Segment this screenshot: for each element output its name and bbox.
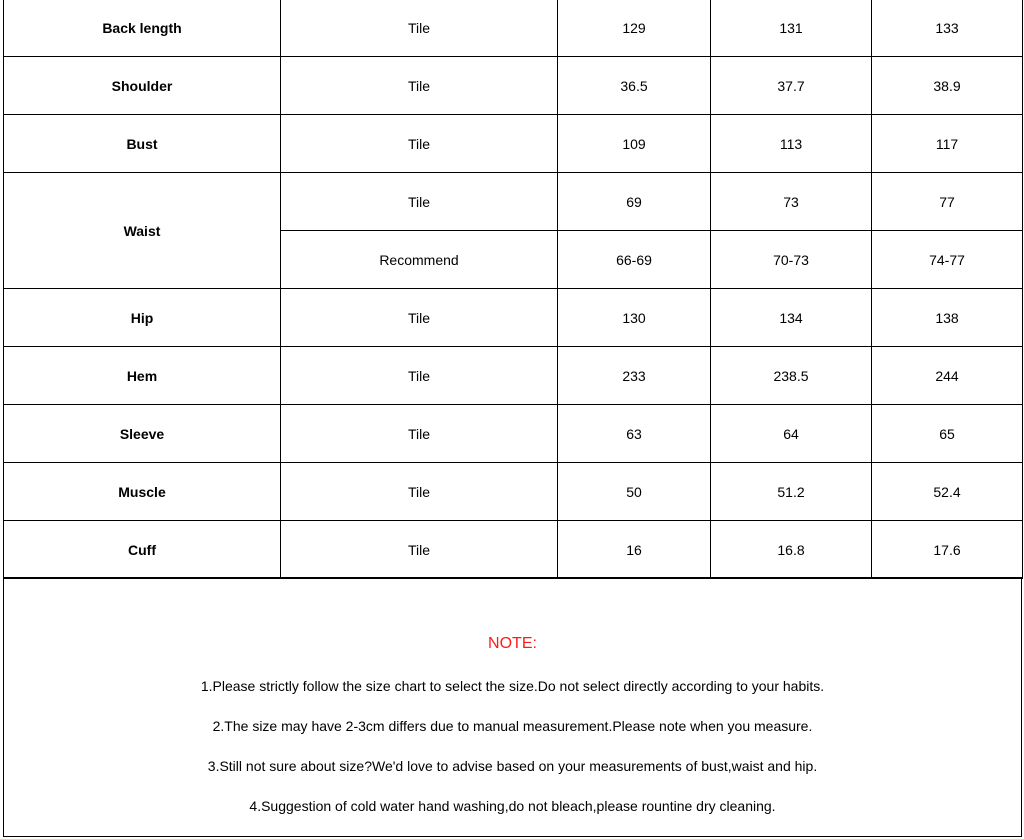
table-cell: 66-69 bbox=[558, 231, 711, 289]
table-row bbox=[4, 289, 1023, 347]
measure-method: Tile bbox=[281, 115, 558, 173]
measure-method: Tile bbox=[281, 289, 558, 347]
measure-method: Tile bbox=[281, 0, 558, 57]
table-cell: 51.2 bbox=[711, 463, 872, 521]
table-cell: 134 bbox=[711, 289, 872, 347]
table-cell: 238.5 bbox=[711, 347, 872, 405]
measure-method: Tile bbox=[281, 521, 558, 579]
row-label: Cuff bbox=[4, 521, 281, 579]
row-label: Waist bbox=[4, 173, 281, 289]
note-line: 2.The size may have 2-3cm differs due to manual measurement.Please note when you measure. bbox=[212, 718, 813, 734]
measure-method: Tile bbox=[281, 57, 558, 115]
table-row bbox=[4, 347, 1023, 405]
table-cell: 73 bbox=[711, 173, 872, 231]
row-label: Bust bbox=[4, 115, 281, 173]
table-cell: 77 bbox=[872, 173, 1023, 231]
row-label: Back length bbox=[4, 0, 281, 57]
note-title: NOTE: bbox=[488, 635, 537, 652]
table-cell: 50 bbox=[558, 463, 711, 521]
table-row bbox=[4, 0, 1023, 57]
table-row bbox=[4, 463, 1023, 521]
measure-method: Tile bbox=[281, 463, 558, 521]
row-label: Sleeve bbox=[4, 405, 281, 463]
row-label: Muscle bbox=[4, 463, 281, 521]
table-cell: 17.6 bbox=[872, 521, 1023, 579]
table-row bbox=[4, 521, 1023, 579]
note-line: 3.Still not sure about size?We'd love to advise based on your measurements of bust,waist and hip. bbox=[207, 758, 818, 774]
table-cell: 38.9 bbox=[872, 57, 1023, 115]
table-cell: 63 bbox=[558, 405, 711, 463]
table-cell: 16.8 bbox=[711, 521, 872, 579]
measure-method: Tile bbox=[281, 173, 558, 231]
table-cell: 109 bbox=[558, 115, 711, 173]
notes-box bbox=[3, 577, 1022, 837]
table-cell: 138 bbox=[872, 289, 1023, 347]
table-cell: 113 bbox=[711, 115, 872, 173]
table-cell: 70-73 bbox=[711, 231, 872, 289]
measure-method: Tile bbox=[281, 405, 558, 463]
table-row bbox=[4, 115, 1023, 173]
table-row bbox=[4, 173, 1023, 231]
table-cell: 117 bbox=[872, 115, 1023, 173]
measure-method: Recommend bbox=[281, 231, 558, 289]
table-row bbox=[4, 405, 1023, 463]
table-cell: 129 bbox=[558, 0, 711, 57]
row-label: Shoulder bbox=[4, 57, 281, 115]
table-cell: 36.5 bbox=[558, 57, 711, 115]
table-row bbox=[4, 57, 1023, 115]
table-cell: 131 bbox=[711, 0, 872, 57]
table-cell: 65 bbox=[872, 405, 1023, 463]
table-cell: 16 bbox=[558, 521, 711, 579]
table-cell: 244 bbox=[872, 347, 1023, 405]
table-cell: 52.4 bbox=[872, 463, 1023, 521]
note-line: 1.Please strictly follow the size chart to select the size.Do not select directly according to your habits. bbox=[200, 678, 825, 694]
measure-method: Tile bbox=[281, 347, 558, 405]
table-cell: 133 bbox=[872, 0, 1023, 57]
table-cell: 130 bbox=[558, 289, 711, 347]
table-cell: 74-77 bbox=[872, 231, 1023, 289]
table-cell: 37.7 bbox=[711, 57, 872, 115]
row-label: Hip bbox=[4, 289, 281, 347]
table-cell: 233 bbox=[558, 347, 711, 405]
row-label: Hem bbox=[4, 347, 281, 405]
table-cell: 64 bbox=[711, 405, 872, 463]
note-line: 4.Suggestion of cold water hand washing,do not bleach,please rountine dry cleaning. bbox=[249, 798, 776, 814]
table-cell: 69 bbox=[558, 173, 711, 231]
size-chart-table bbox=[3, 0, 1023, 579]
